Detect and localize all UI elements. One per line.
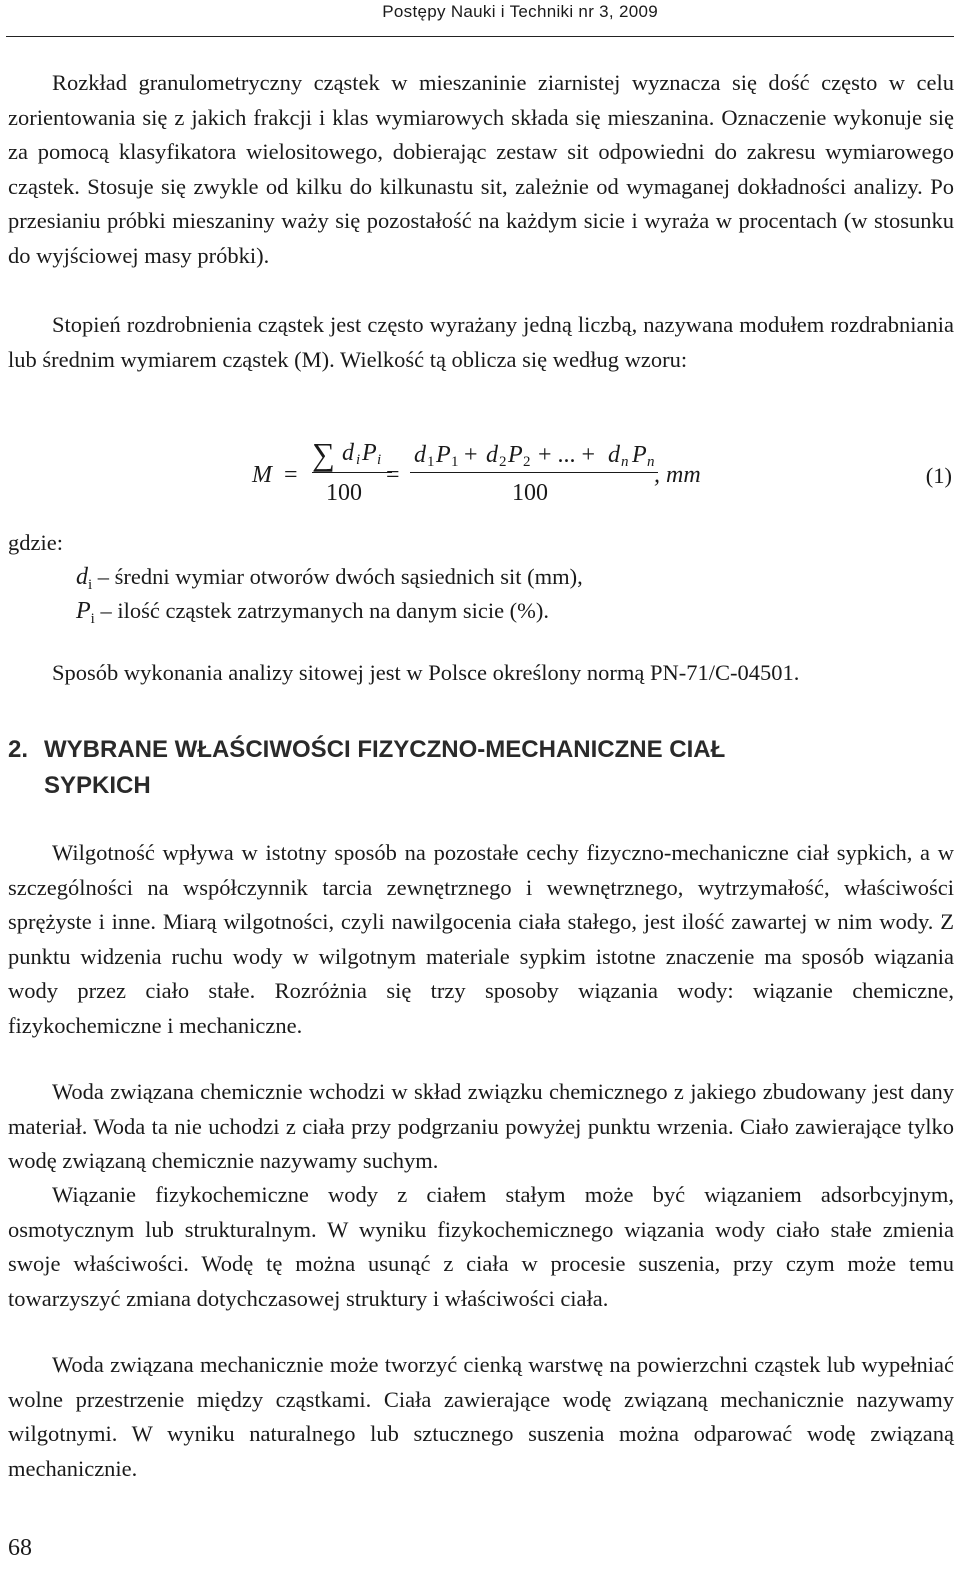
formula-num2-pn: P — [632, 442, 647, 468]
formula-num2-dn-sub: n — [621, 454, 629, 470]
legend-p-desc: – ilość cząstek zatrzymanych na danym sicie (%). — [100, 598, 550, 623]
formula-den2: 100 — [512, 480, 548, 506]
formula-equals-1: = — [284, 462, 298, 488]
header-rule — [6, 36, 954, 37]
formula-num2-d1-sub: 1 — [427, 454, 435, 470]
formula-num2-p1: P — [436, 442, 451, 468]
paragraph-norm: Sposób wykonania analizy sitowej jest w Polsce określony normą PN-71/C-04501. — [52, 660, 800, 685]
formula-num2-pn-sub: n — [647, 454, 655, 470]
legend-p-symbol: P — [76, 598, 91, 624]
formula-num2-ellipsis: + ... + — [538, 442, 596, 468]
running-header: Postępy Nauki i Techniki nr 3, 2009 — [382, 2, 658, 21]
legend-p — [76, 598, 549, 625]
formula-modulus — [250, 436, 810, 526]
paragraph-granulometry: Rozkład granulometryczny cząstek w mieszaninie ziarnistej wyznacza się dość często w celu zorientowania się z jakich frakcji i klas wymiarowych składa się mieszanina. Oznaczenie wykonuje się za pomocą klasyfikatora wielositowego, dobierając zestaw sit odpowiedni do zakresu wymiarowego cząstek. Stosuje się zwykle od kilku do kilkunastu sit, zależnie od wymaganej dokładności analizy. Po przesianiu próbki mieszaniny waży się pozostałość na każdym sicie i wyraża w procentach (w stosunku do wyjściowej masy próbki). — [8, 70, 954, 268]
equation-number: (1) — [925, 463, 952, 488]
page-number: 68 — [8, 1535, 32, 1561]
fraction-bar-2 — [410, 472, 658, 473]
formula-num1-p-sub: i — [377, 452, 382, 468]
paragraph-chemical-water: Woda związana chemicznie wchodzi w skład związku chemicznego z jakiego zbudowany jest dany materiał. Woda ta nie uchodzi z ciała przy podgrzaniu powyżej punktu wrzenia. Ciało zawierające tylko wodę związaną chemicznie nazywamy suchym. — [8, 1079, 954, 1174]
section-title-line2: SYPKICH — [44, 772, 151, 799]
formula-lhs: M — [252, 462, 272, 488]
section-title-line1: WYBRANE WŁAŚCIWOŚCI FIZYCZNO-MECHANICZNE CIAŁ — [44, 736, 726, 763]
formula-num2-plus: + — [464, 442, 478, 468]
paragraph-physicochemical-water: Wiązanie fizykochemiczne wody z ciałem stałym może być wiązaniem adsorbcyjnym, osmotycznym lub strukturalnym. W wyniku fizykochemicznego wiązania wody ciało stałe zmienia swoje właściwości. Wodę tę można usunąć z ciała w procesie suszenia, przy czym może temu towarzyszyć zmiana dotychczasowej struktury i właściwości ciała. — [8, 1182, 954, 1311]
section-number: 2. — [8, 736, 29, 763]
sum-symbol: ∑ — [312, 436, 335, 472]
formula-num2-p2: P — [508, 442, 523, 468]
legend-d — [76, 564, 583, 591]
formula-num2-d2: d — [486, 442, 498, 468]
formula-num1-d: d — [342, 440, 354, 466]
formula-num1-d-sub: i — [356, 452, 361, 468]
formula-num2-d2-sub: 2 — [499, 454, 507, 470]
formula-num2-dn: d — [608, 442, 620, 468]
formula-unit: , mm — [654, 462, 701, 488]
legend-p-sub: i — [90, 611, 95, 627]
paragraph-moisture: Wilgotność wpływa w istotny sposób na pozostałe cechy fizyczno-mechaniczne ciał sypkich, a w szczególności na współczynnik tarcia zewnętrznego i wewnętrznego, wytrzymałość, właściwości sprężyste i inne. Miarą wilgotności, czyli nawilgocenia ciała stałego, jest ilość zawartej w nim wody. Z punktu widzenia ruchu wody w wilgotnym materiale sypkim istotne znaczenie ma sposób wiązania wody przez ciało stałe. Rozróżnia się trzy sposoby wiązania wody: wiązanie chemiczne, fizykochemiczne i mechaniczne. — [8, 840, 954, 1038]
fraction-bar-1 — [312, 472, 392, 473]
formula-den1: 100 — [326, 480, 362, 506]
legend-intro: gdzie: — [8, 530, 63, 555]
section-heading — [8, 732, 948, 804]
legend-d-desc: – średni wymiar otworów dwóch sąsiednich sit (mm), — [97, 564, 583, 589]
formula-num2-p2-sub: 2 — [523, 454, 531, 470]
paragraph-modulus: Stopień rozdrobnienia cząstek jest często wyrażany jedną liczbą, nazywana modułem rozdrabniania lub średnim wymiarem cząstek (M). Wielkość tą oblicza się według wzoru: — [8, 312, 954, 372]
formula-equals-2: = — [386, 462, 400, 488]
legend-d-symbol: d — [76, 564, 88, 590]
legend-d-sub: i — [88, 577, 93, 593]
formula-num2-p1-sub: 1 — [451, 454, 459, 470]
formula-num2-d1: d — [414, 442, 426, 468]
paragraph-mechanical-water: Woda związana mechanicznie może tworzyć cienką warstwę na powierzchni cząstek lub wypełniać wolne przestrzenie między cząstkami. Ciała zawierające wodę związaną mechanicznie nazywamy wilgotnymi. W wyniku naturalnego lub sztucznego suszenia można odparować wodę związaną mechanicznie. — [8, 1352, 954, 1481]
formula-num1-p: P — [362, 440, 377, 466]
